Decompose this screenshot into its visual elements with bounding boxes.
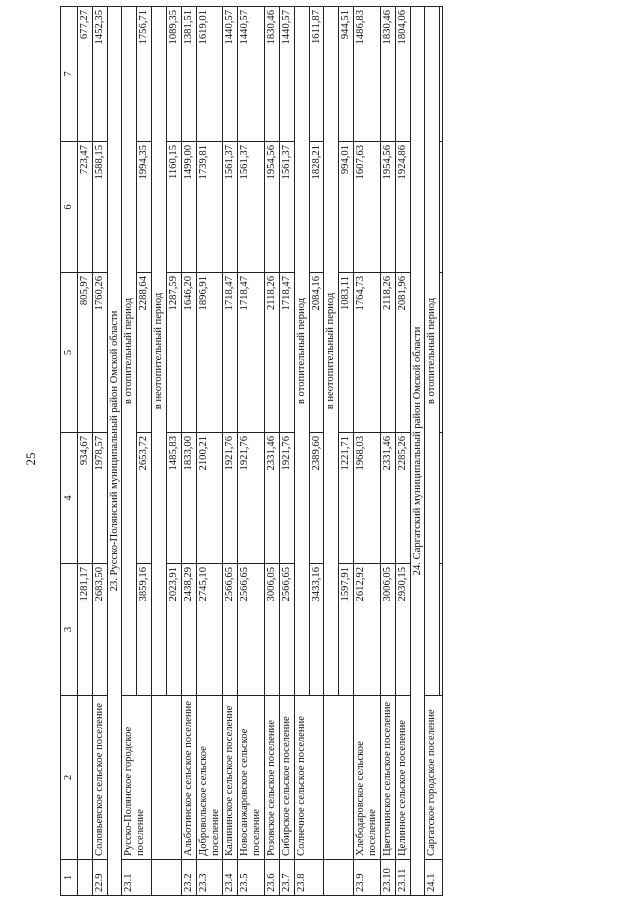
value-cell: 3006,05 [380,564,395,696]
value-cell: 1830,46 [265,7,280,142]
value-cell: 2081,96 [395,273,410,433]
settlement-name: Калининское сельское поселение [223,696,238,860]
value-cell: 1485,83 [167,433,182,564]
value-cell: 1607,63 [354,142,381,273]
period-label: в отопительный период [122,7,137,696]
value-cell: 1739,81 [196,142,223,273]
row-number: 23.4 [223,860,238,896]
value-cell: 934,67 [77,433,92,564]
value-cell: 994,01 [339,142,354,273]
table-row [294,7,309,896]
table-row [152,7,167,896]
value-cell: 723,47 [77,142,92,273]
value-cell: 1440,57 [238,7,265,142]
value-cell: 1833,00 [181,433,196,564]
table-row [279,7,294,896]
value-cell: 1954,56 [380,142,395,273]
header-cell: 3 [61,564,78,696]
settlement-name: Цветочинское сельское поселение [380,696,395,860]
value-cell: 1597,91 [339,564,354,696]
row-number: 23.3 [196,860,223,896]
settlement-name: Солнечное сельское поселение [294,696,324,860]
value-cell: 2288,64 [137,273,152,433]
value-cell: 1718,47 [279,273,294,433]
settlement-name: Сибирское сельское поселение [279,696,294,860]
value-cell: 2118,26 [380,273,395,433]
settlement-name: Соловьевское сельское поселение [92,696,107,860]
value-cell: 1452,35 [92,7,107,142]
value-cell: 2683,50 [92,564,107,696]
value-cell: 1896,91 [196,273,223,433]
value-cell: 2930,15 [395,564,410,696]
value-cell: 1994,35 [137,142,152,273]
row-number: 23.7 [279,860,294,896]
value-cell: 1089,35 [167,7,182,142]
value-cell: 3433,16 [309,564,324,696]
section-row [410,7,425,896]
settlement-name: Русско-Полянское городское поселение [122,696,152,860]
value-cell [440,142,443,273]
table-row [196,7,223,896]
value-cell: 1561,37 [223,142,238,273]
value-cell: 2084,16 [309,273,324,433]
header-row [61,7,78,896]
row-number: 22.9 [92,860,107,896]
row-number: 23.2 [181,860,196,896]
value-cell: 2612,92 [354,564,381,696]
value-cell: 2023,91 [167,564,182,696]
value-cell: 2566,65 [238,564,265,696]
value-cell: 1718,47 [238,273,265,433]
value-cell: 1756,71 [137,7,152,142]
value-cell: 1804,06 [395,7,410,142]
value-cell [440,7,443,142]
header-cell: 1 [61,860,78,896]
settlement-name: Хлебодаровское сельское поселение [354,696,381,860]
table-row [122,7,137,896]
value-cell: 2653,72 [137,433,152,564]
value-cell: 2118,26 [265,273,280,433]
value-cell: 2100,21 [196,433,223,564]
settlement-name-empty [324,696,354,860]
page-number: 25 [23,452,38,466]
row-number: 23.6 [265,860,280,896]
value-cell: 1083,11 [339,273,354,433]
value-cell: 1924,86 [395,142,410,273]
row-number [77,860,92,896]
value-cell: 805,97 [77,273,92,433]
tariff-table [60,6,443,896]
value-cell: 1611,87 [309,7,324,142]
table-row [238,7,265,896]
table-row [395,7,410,896]
settlement-name: Альботинское сельское поселение [181,696,196,860]
value-cell [440,564,443,696]
table-row [265,7,280,896]
value-cell: 1561,37 [238,142,265,273]
table-row [425,7,440,896]
settlement-name: Целинное сельское поселение [395,696,410,860]
section-row [107,7,122,896]
value-cell: 1921,76 [223,433,238,564]
period-label: в отопительный период [425,7,440,696]
settlement-name: Новосанжаровское сельское поселение [238,696,265,860]
settlement-name-empty [152,696,182,860]
period-label: в неотопительный период [324,7,339,696]
value-cell: 2566,65 [223,564,238,696]
table-row [223,7,238,896]
value-cell: 1954,56 [265,142,280,273]
row-number: 23.5 [238,860,265,896]
value-cell: 1619,01 [196,7,223,142]
row-number: 23.11 [395,860,410,896]
value-cell: 1221,71 [339,433,354,564]
header-cell: 6 [61,142,78,273]
row-number: 23.9 [354,860,381,896]
value-cell: 1381,51 [181,7,196,142]
table-row [92,7,107,896]
value-cell: 944,51 [339,7,354,142]
table-row [77,7,92,896]
value-cell: 1440,57 [279,7,294,142]
value-cell [440,433,443,564]
rotated-page [60,5,616,900]
value-cell: 1968,03 [354,433,381,564]
value-cell: 1828,21 [309,142,324,273]
value-cell: 1160,15 [167,142,182,273]
value-cell: 1764,73 [354,273,381,433]
value-cell: 1588,15 [92,142,107,273]
value-cell: 1486,83 [354,7,381,142]
value-cell: 1561,37 [279,142,294,273]
settlement-name: Розовское сельское поселение [265,696,280,860]
table-row [324,7,339,896]
header-cell: 5 [61,273,78,433]
value-cell: 1830,46 [380,7,395,142]
value-cell: 3006,05 [265,564,280,696]
settlement-name [77,696,92,860]
value-cell: 1921,76 [238,433,265,564]
row-number: 23.10 [380,860,395,896]
header-cell: 7 [61,7,78,142]
value-cell [440,273,443,433]
row-number: 24.1 [425,860,443,896]
value-cell: 1718,47 [223,273,238,433]
table-row [181,7,196,896]
table-row [380,7,395,896]
value-cell: 2438,29 [181,564,196,696]
row-number: 23.1 [122,860,152,896]
value-cell: 677,27 [77,7,92,142]
period-label: в неотопительный период [152,7,167,696]
header-cell: 2 [61,696,78,860]
settlement-name: Саргатское городское поселение [425,696,443,860]
value-cell: 2331,46 [265,433,280,564]
value-cell: 1499,00 [181,142,196,273]
period-label: в отопительный период [294,7,309,696]
value-cell: 1440,57 [223,7,238,142]
value-cell: 2566,65 [279,564,294,696]
value-cell: 1760,26 [92,273,107,433]
table-row [354,7,381,896]
section-title: 24. Саргатский муниципальный район Омской области [410,7,425,896]
value-cell: 1646,20 [181,273,196,433]
value-cell: 1287,59 [167,273,182,433]
settlement-name: Добровольское сельское поселение [196,696,223,860]
value-cell: 2745,10 [196,564,223,696]
row-number-empty [324,860,354,896]
value-cell: 1281,17 [77,564,92,696]
value-cell: 2331,46 [380,433,395,564]
header-cell: 4 [61,433,78,564]
value-cell: 1978,57 [92,433,107,564]
value-cell: 1921,76 [279,433,294,564]
value-cell: 2285,26 [395,433,410,564]
rotated-content [60,5,616,900]
row-number: 23.8 [294,860,324,896]
row-number-empty [152,860,182,896]
value-cell: 2389,60 [309,433,324,564]
value-cell: 3859,16 [137,564,152,696]
section-title: 23. Русско-Полянский муниципальный район Омской области [107,7,122,896]
